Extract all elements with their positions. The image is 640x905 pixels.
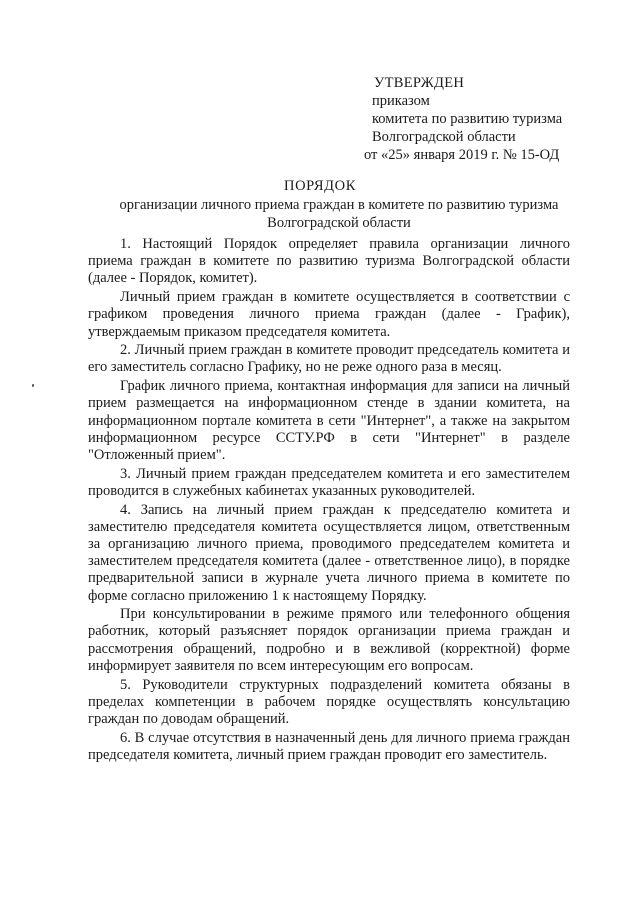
paragraph: 3. Личный прием граждан председателем комитета и его заместителем проводится в служебных кабинетах указанных руководителей. [88, 465, 570, 499]
document-title: ПОРЯДОК [284, 178, 356, 194]
approval-committee-line: комитета по развитию туризма [372, 111, 563, 127]
paragraph: График личного приема, контактная информация для записи на личный прием размещается на информационном стенде в здании комитета, на информационном портале комитета в сети "Интернет", а также на закрытом информационном ресурсе ССТУ.РФ в сети "Интернет" в разделе "Отложенный прием". [88, 378, 570, 463]
paragraph: Личный прием граждан в комитете осуществляется в соответствии с графиком проведения личного приема граждан (далее - График), утверждаемым приказом председателя комитета. [88, 289, 570, 340]
paragraph: При консультировании в режиме прямого или телефонного общения работник, который разъясняет порядок организации приема граждан и рассмотрения обращений, подробно и в вежливой (корректной) форме информирует заявителя по всем интересующим его вопросам. [88, 606, 570, 674]
paragraph: 2. Личный прием граждан в комитете проводит председатель комитета и его заместитель согласно Графику, но не реже одного раза в месяц. [88, 342, 570, 376]
approval-region-line: Волгоградской области [372, 129, 516, 145]
paragraph: 6. В случае отсутствия в назначенный день для личного приема граждан председателя комитета, личный прием граждан проводит его заместитель. [88, 729, 570, 763]
document-subtitle: организации личного приема граждан в комитете по развитию туризма Волгоградской области [119, 197, 559, 231]
scan-speck [32, 384, 34, 387]
paragraph: 1. Настоящий Порядок определяет правила организации личного приема граждан в комитете по развитию туризма Волгоградской области (далее - Порядок, комитет). [88, 236, 570, 287]
approval-date-line: от «25» января 2019 г. № 15-ОД [364, 147, 560, 163]
approval-order-line: приказом [372, 93, 430, 109]
paragraph: 4. Запись на личный прием граждан к председателю комитета и заместителю председателя комитета осуществляется лицом, ответственным за организацию личного приема, проводимого председателем комитета и заместителем председателя комитета (далее - ответственное лицо), в порядке предварительной записи в журнале учета личного приема в комитете по форме согласно приложению 1 к настоящему Порядку. [88, 501, 570, 604]
approval-heading: УТВЕРЖДЕН [374, 75, 465, 91]
document-body [88, 236, 570, 766]
paragraph: 5. Руководители структурных подразделений комитета обязаны в пределах компетенции в рабочем порядке осуществлять консультацию граждан по доводам обращений. [88, 676, 570, 727]
approval-stamp [364, 74, 563, 164]
